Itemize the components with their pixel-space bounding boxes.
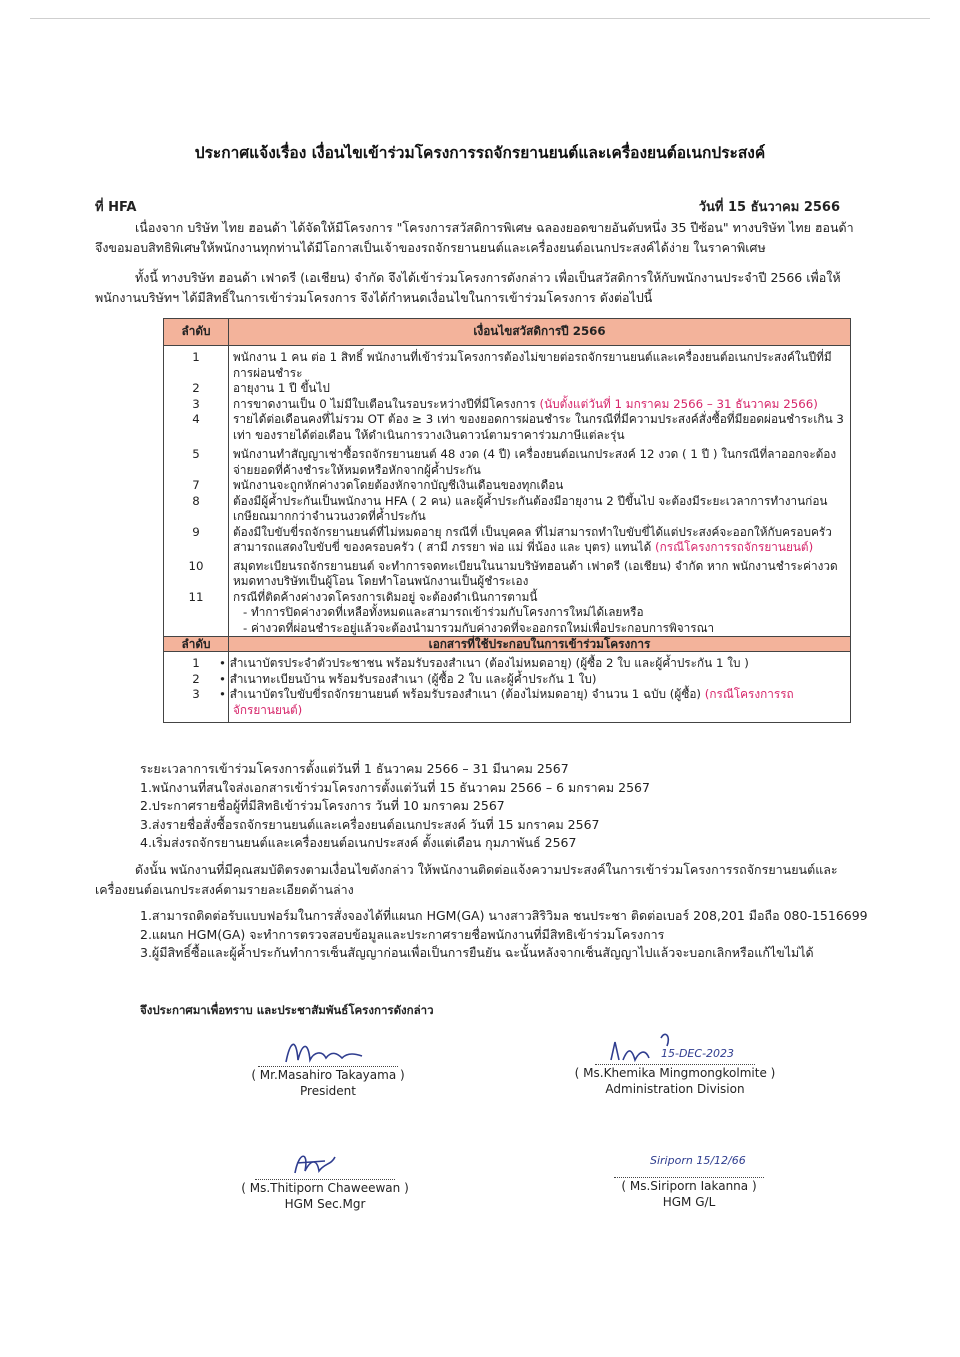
intro-paragraph-1: เนื่องจาก บริษัท ไทย ฮอนด้า ได้จัดให้มีโครงการ "โครงการสวัสดิการพิเศษ ฉลองยอดขายอันดับหนึ่ง 35 ปีซ้อน" ทางบริษัท ไทย ฮอนด้า จึงขอมอบสิทธิพิเศษให้พนักงานทุกท่านได้มีโอกาสเป็นเจ้าของรถจักรยานยนต์และเครื่องยนต์อเนกประสงค์ได้ง่าย ในราคาพิเศษ: [95, 220, 854, 255]
docs-row: 1 • สำเนาบัตรประจำตัวประชาชน พร้อมรับรองสำเนา (ต้องไม่หมดอายุ) (ผู้ซื้อ 2 ใบ และผู้ค้ำประกัน 1 ใบ ): [164, 652, 851, 672]
reference-number: ที่ HFA: [95, 200, 137, 215]
header-number: ลำดับ: [164, 319, 229, 346]
docs-row: 2 • สำเนาทะเบียนบ้าน พร้อมรับรองสำเนา (ผู้ซื้อ 2 ใบ และผู้ค้ำประกัน 1 ใบ): [164, 672, 851, 688]
docs-row: 3 • สำเนาบัตรใบขับขี่รถจักรยานยนต์ พร้อมรับรองสำเนา (ต้องไม่หมดอายุ) จำนวน 1 ฉบับ (ผู้ซื้อ) (กรณีโครงการรถจักรยานยนต์): [164, 687, 851, 723]
header-conditions: เงื่อนไขสวัสดิการปี 2566: [229, 319, 851, 346]
schedule-block: ระยะเวลาการเข้าร่วมโครงการตั้งแต่วันที่ 1 ธันวาคม 2566 – 31 มีนาคม 2567 1.พนักงานที่สนใจส่งเอกสารเข้าร่วมโครงการตั้งแต่วันที่ 15 ธันวาคม 2566 – 6 มกราคม 2567 2.ประกาศรายชื่อผู้ที่มีสิทธิเข้าร่วมโครงการ วันที่ 10 มกราคม 2567 3.ส่งรายชื่อสั่งซื้อรถจักรยานยนต์และเครื่องยนต์อเนกประสงค์ วันที่ 15 มกราคม 2567 4.เริ่มส่งรถจักรยานยนต์และเครื่องยนต์อเนกประสงค์ ตั้งแต่เดือน กุมภาพันธ์ 2567: [140, 761, 650, 850]
table-row: 11 กรณีที่ติดค้างค่างวดโครงการเดิมอยู่ จะต้องดำเนินการตามนี้ - ทำการปิดค่างวดที่เหลือทั้งหมดและสามารถเข้าร่วมกับโครงการใหม่ได้เลยหรือ - ค่างวดที่ผ่อนชำระอยู่แล้วจะต้องนำมารวมกับค่างวดที่จะออกรถใหม่เพื่อประกอบการพิจารณา: [164, 590, 851, 637]
table-row: 10 สมุดทะเบียนรถจักรยานยนต์ จะทำการจดทะเบียนในนามบริษัทฮอนด้า เฟาดรี (เอเชียน) จำกัด หาก พนักงานชำระค่างวดหมดทางบริษัทเป็นผู้โอน โดยทำโอนพนักงานเป็นผู้ชำระเอง: [164, 556, 851, 590]
signature-sec-mgr: ( Ms.Thitiporn Chaweewan ) HGM Sec.Mgr: [205, 1145, 445, 1212]
page-title: ประกาศแจ้งเรื่อง เงื่อนไขเข้าร่วมโครงการรถจักรยานยนต์และเครื่องยนต์อเนกประสงค์: [194, 144, 766, 162]
table-row: 4 รายได้ต่อเดือนคงที่ไม่รวม OT ต้อง ≥ 3 เท่า ของยอดการผ่อนชำระ ในกรณีที่มีความประสงค์สั่งซื้อที่มียอดผ่อนชำระเกิน 3 เท่า ของรายได้ต่อเดือน ให้ดำเนินการวางเงินดาวน์ตามราคาร่วมภาษีแต่ละรุ่น: [164, 412, 851, 443]
table-row: 3 การขาดงานเป็น 0 ไม่มีใบเตือนในรอบระหว่างปีที่มีโครงการ (นับตั้งแต่วันที่ 1 มกราคม 2566 – 31 ธันวาคม 2566): [164, 397, 851, 413]
table-row: 7 พนักงานจะถูกหักค่างวดโดยต้องหักจากบัญชีเงินเดือนของทุกเดือน: [164, 478, 851, 494]
header-number-2: ลำดับ: [164, 637, 229, 652]
announcement-date: วันที่ 15 ธันวาคม 2566: [698, 200, 840, 215]
contact-block: 1.สามารถติดต่อรับแบบฟอร์มในการสั่งจองได้ที่แผนก HGM(GA) นางสาวสิริวิมล ชนประชา ติดต่อเบอร์ 208,201 มือถือ 080-1516699 2.แผนก HGM(GA) จะทำการตรวจสอบข้อมูลและประกาศรายชื่อพนักงานที่มีสิทธิเข้าร่วมโครงการ 3.ผู้มีสิทธิ์ซื้อและผู้ค้ำประกันทำการเซ็นสัญญาก่อนเพื่อเป็นการยืนยัน ฉะนั้นหลังจากเซ็นสัญญาไปแล้วจะบอกเลิกหรือแก้ไขไม่ได้: [140, 908, 868, 960]
signature-mark: Siriporn 15/12/66: [614, 1143, 764, 1178]
table-row: 2 อายุงาน 1 ปี ขึ้นไป: [164, 381, 851, 397]
table-row: 5 พนักงานทำสัญญาเช่าซื้อรถจักรยานยนต์ 48 งวด (4 ปี) เครื่องยนต์อเนกประสงค์ 12 งวด ( 1 ปี ) ในกรณีที่ลาออกจะต้องจ่ายยอดที่ค้างชำระให้หมดหรือหักจากผู้ค้ำประกัน: [164, 443, 851, 478]
table-row: 9 ต้องมีใบขับขี่รถจักรยานยนต์ที่ไม่หมดอายุ กรณีที่ เป็นบุคคล ที่ไม่สามารถทำใบขับขี่ได้แต่ประสงค์จะออกให้กับครอบครัว สามารถแสดงใบขับขี่ ของครอบครัว ( สามี ภรรยา พ่อ แม่ พี่น้อง และ บุตร) แทนได้ (กรณีโครงการรถจักรยานยนต์): [164, 525, 851, 556]
signature-president: ( Mr.Masahiro Takayama ) President: [208, 1032, 448, 1099]
table-header: [164, 319, 851, 346]
conditions-table: [163, 318, 851, 723]
intro-paragraph-2: ทั้งนี้ ทางบริษัท ฮอนด้า เฟาดรี (เอเชียน) จำกัด จึงได้เข้าร่วมโครงการดังกล่าว เพื่อเป็นสวัสดิการให้กับพนักงานประจำปี 2566 เพื่อให้พนักงานบริษัทฯ ได้มีสิทธิ์ในการเข้าร่วมโครงการ จึงได้กำหนดเงื่อนไขในการเข้าร่วมโครงการ ดังต่อไปนี้: [95, 270, 841, 305]
closing-line: จึงประกาศมาเพื่อทราบ และประชาสัมพันธ์โครงการดังกล่าว: [140, 1003, 434, 1017]
top-rule: [30, 18, 930, 19]
signature-mark: 15-DEC-2023: [595, 1030, 755, 1065]
signature-mark: [255, 1145, 395, 1180]
conclusion-paragraph: ดังนั้น พนักงานที่มีคุณสมบัติตรงตามเงื่อนไขดังกล่าว ให้พนักงานติดต่อแจ้งความประสงค์ในการเข้าร่วมโครงการรถจักรยานยนต์และเครื่องยนต์อเนกประสงค์ตามรายละเอียดด้านล่าง: [95, 862, 838, 897]
signature-mark: [258, 1032, 398, 1067]
header-documents: เอกสารที่ใช้ประกอบในการเข้าร่วมโครงการ: [229, 637, 851, 652]
signature-admin: 15-DEC-2023 ( Ms.Khemika Mingmongkolmite ) Administration Division: [555, 1030, 795, 1097]
table-row: 8 ต้องมีผู้ค้ำประกันเป็นพนักงาน HFA ( 2 คน) และผู้ค้ำประกันต้องมีอายุงาน 2 ปีขึ้นไป จะต้องมีระยะเวลาการทำงานก่อนเกษียณมากกว่าจำนวนงวดที่ค้ำประกัน: [164, 494, 851, 525]
docs-header: [164, 637, 851, 652]
signature-gl: Siriporn 15/12/66 ( Ms.Siriporn Iakanna ) HGM G/L: [569, 1143, 809, 1210]
table-row: 1 พนักงาน 1 คน ต่อ 1 สิทธิ์ พนักงานที่เข้าร่วมโครงการต้องไม่ขายต่อรถจักรยานยนต์และเครื่องยนต์อเนกประสงค์ในปีที่มีการผ่อนชำระ: [164, 346, 851, 382]
